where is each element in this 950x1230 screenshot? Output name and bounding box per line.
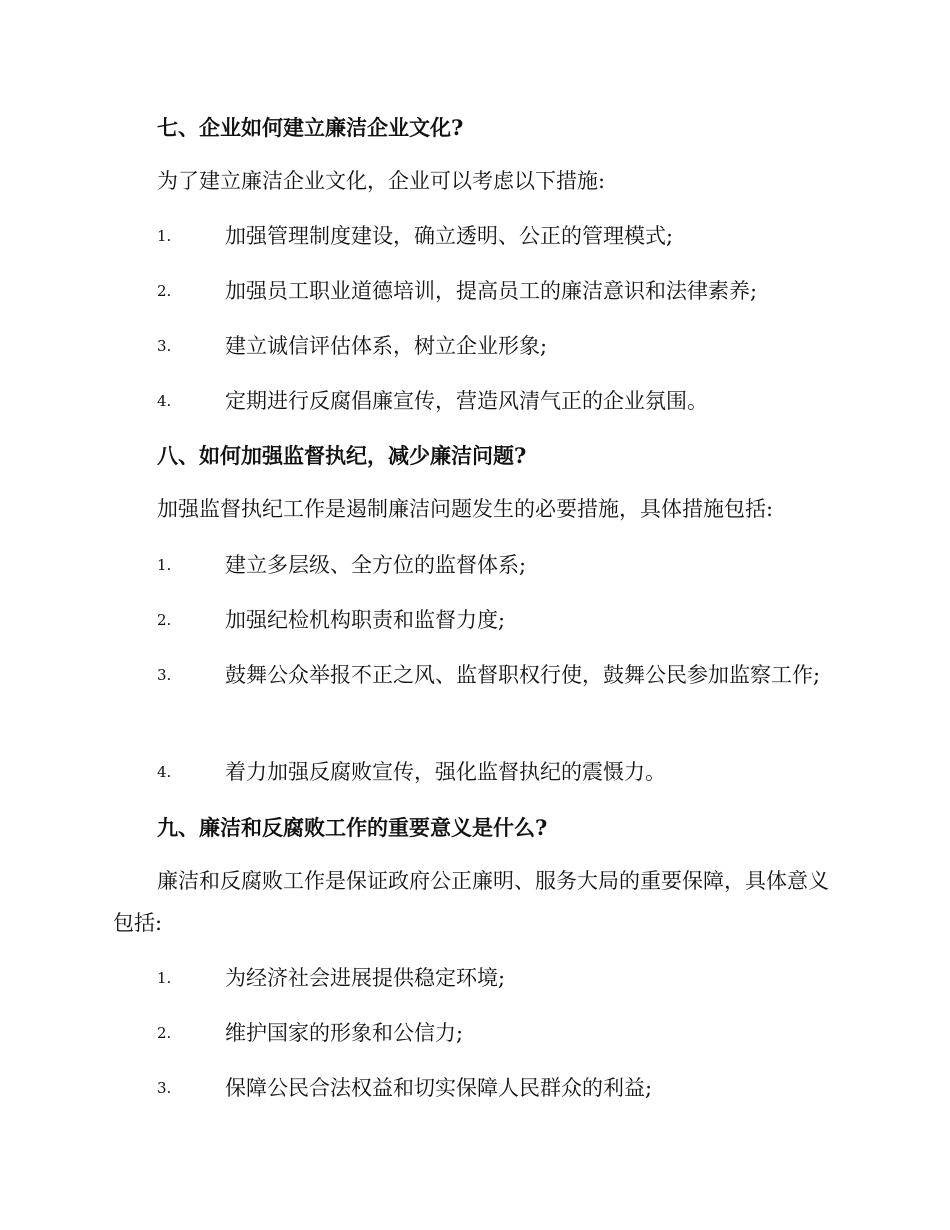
section-heading: 九、廉洁和反腐败工作的重要意义是什么? bbox=[157, 815, 548, 840]
list-item-text: 维护国家的形象和公信力; bbox=[225, 1021, 464, 1045]
section-intro: 廉洁和反腐败工作是保证政府公正廉明、服务大局的重要保障，具体意义包括: bbox=[113, 869, 829, 935]
section-intro: 为了建立廉洁企业文化，企业可以考虑以下措施: bbox=[157, 169, 606, 193]
list-item bbox=[113, 544, 833, 586]
list-item bbox=[113, 215, 833, 257]
section-heading: 八、如何加强监督执纪，减少廉洁问题? bbox=[157, 443, 527, 468]
list-item-text: 着力加强反腐败宣传，强化监督执纪的震慑力。 bbox=[225, 760, 666, 784]
list-item-number: 1. bbox=[157, 969, 172, 987]
list-item-text: 加强纪检机构职责和监督力度; bbox=[225, 608, 506, 632]
section-heading: 七、企业如何建立廉洁企业文化? bbox=[157, 115, 464, 140]
list-item-number: 3. bbox=[157, 1079, 172, 1097]
list-item-text: 保障公民合法权益和切实保障人民群众的利益; bbox=[225, 1076, 653, 1100]
list-item-number: 4. bbox=[157, 392, 172, 410]
list-item-text: 定期进行反腐倡廉宣传，营造风清气正的企业氛围。 bbox=[225, 389, 708, 413]
list-item bbox=[113, 599, 833, 641]
list-item bbox=[113, 654, 833, 696]
list-item-number: 3. bbox=[157, 666, 172, 684]
list-item bbox=[113, 1067, 833, 1109]
list-item-text: 鼓舞公众举报不正之风、监督职权行使，鼓舞公民参加监察工作; bbox=[225, 663, 821, 687]
list-item bbox=[113, 1012, 833, 1054]
list-item-number: 1. bbox=[157, 556, 172, 574]
list-item-text: 建立诚信评估体系，树立企业形象; bbox=[225, 334, 548, 358]
list-item-number: 2. bbox=[157, 1024, 172, 1042]
section-intro: 加强监督执纪工作是遏制廉洁问题发生的必要措施，具体措施包括: bbox=[157, 497, 774, 521]
list-item bbox=[113, 751, 833, 793]
list-item bbox=[113, 325, 833, 367]
list-item bbox=[113, 270, 833, 312]
list-item-text: 建立多层级、全方位的监督体系; bbox=[225, 553, 527, 577]
list-item-number: 2. bbox=[157, 611, 172, 629]
list-item-text: 为经济社会进展提供稳定环境; bbox=[225, 966, 506, 990]
list-item-number: 1. bbox=[157, 227, 172, 245]
list-item-text: 加强员工职业道德培训，提高员工的廉洁意识和法律素养; bbox=[225, 279, 758, 303]
list-item-number: 4. bbox=[157, 763, 172, 781]
list-item-number: 2. bbox=[157, 282, 172, 300]
list-item-text: 加强管理制度建设，确立透明、公正的管理模式; bbox=[225, 224, 674, 248]
list-item-number: 3. bbox=[157, 337, 172, 355]
list-item bbox=[113, 957, 833, 999]
list-item bbox=[113, 380, 833, 422]
